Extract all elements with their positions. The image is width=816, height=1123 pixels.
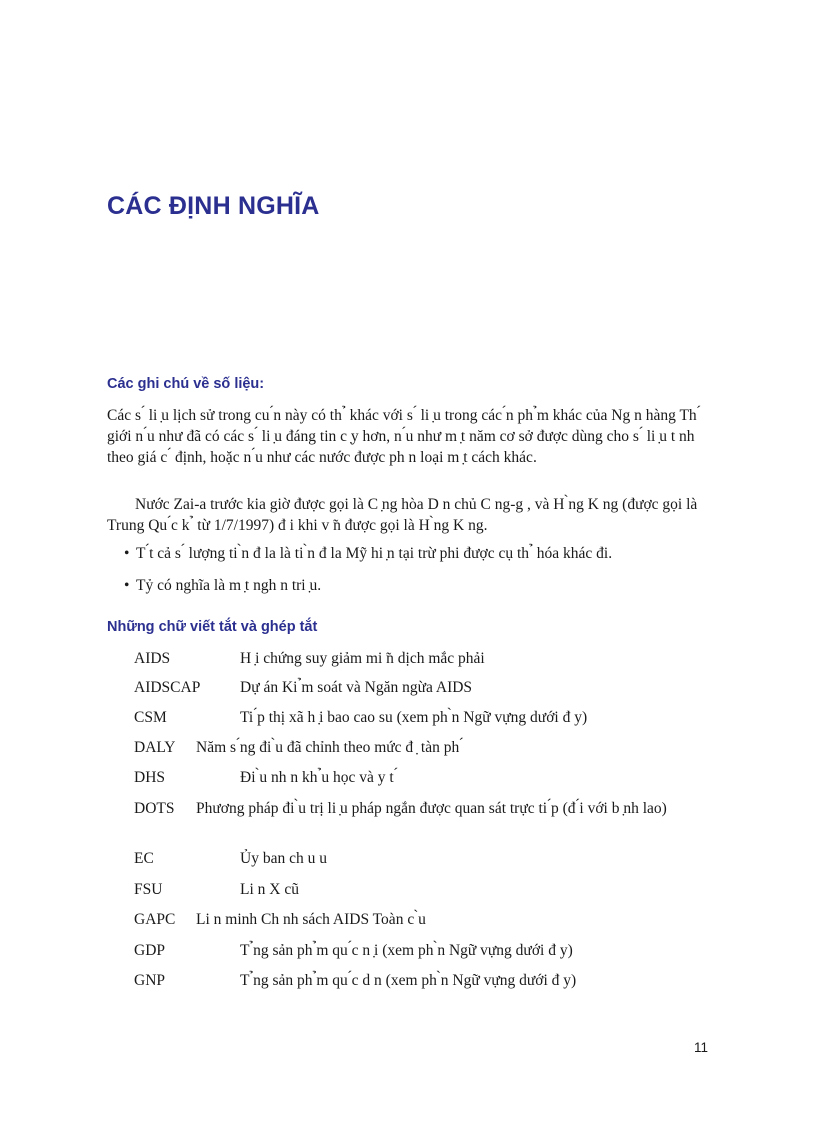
- paragraph-country-names: Nước Zai-a trước kia giờ được gọi là C ̣ng hòa D n chủ C ng-g , và H ̀ng K ng (được gọi là Trung Qu ́c k ̉ từ 1/7/1997) đ i khi v ̃n được gọi là H ̀ng K ng.: [107, 496, 698, 534]
- abbreviation-definition: H ̣i chứng suy giảm mi ̃n dịch mắc phải: [240, 650, 485, 667]
- abbreviation-definition: Li n minh Ch nh sách AIDS Toàn c ̀u: [196, 911, 426, 928]
- abbreviation-definition: Ủy ban ch u u: [240, 850, 327, 867]
- abbreviation-term: AIDSCAP: [134, 679, 201, 696]
- section-heading-data-notes: Các ghi chú về số liệu:: [107, 376, 265, 392]
- abbreviation-term: GAPC: [134, 911, 176, 928]
- bullet-icon: •: [124, 545, 130, 562]
- bullet-item: [124, 543, 724, 564]
- abbreviation-term: GNP: [134, 972, 166, 989]
- abbreviation-term: EC: [134, 850, 154, 867]
- bullet-text: Tỷ có nghĩa là m ̣t ngh n tri ̣u.: [136, 577, 322, 594]
- abbreviation-definition: Li n X cũ: [240, 881, 299, 898]
- bullet-item: [124, 575, 724, 596]
- abbreviation-term: FSU: [134, 881, 163, 898]
- abbreviation-term: DHS: [134, 769, 166, 786]
- abbreviation-definition: T ̉ng sản ph ̉m qu ́c d n (xem ph ̀n Ngữ vựng dưới đ y): [240, 972, 577, 989]
- page-title: CÁC ĐỊNH NGHĨA: [107, 192, 320, 220]
- abbreviation-definition: T ̉ng sản ph ̉m qu ́c n ̣i (xem ph ̀n Ngữ vựng dưới đ y): [240, 942, 573, 959]
- abbreviation-term: GDP: [134, 942, 166, 959]
- bullet-text: T ́t cả s ́ lượng ti ̀n đ la là ti ̀n đ la Mỹ hi ̣n tại trừ phi được cụ th ̉ hóa khác đi.: [136, 545, 613, 562]
- abbreviation-definition: Đi ̀u nh n kh ̉u học và y t ́: [240, 769, 398, 786]
- abbreviation-term: DOTS: [134, 800, 175, 817]
- page-number: 11: [694, 1040, 709, 1055]
- abbreviation-definition: Ti ́p thị xã h ̣i bao cao su (xem ph ̀n Ngữ vựng dưới đ y): [240, 709, 588, 726]
- bullet-icon: •: [124, 577, 130, 594]
- abbreviation-term: CSM: [134, 709, 167, 726]
- abbreviation-definition: Năm s ́ng đi ̀u đã chỉnh theo mức đ ̣ tàn ph ́: [196, 739, 464, 756]
- abbreviation-term: DALY: [134, 739, 176, 756]
- section-heading-abbreviations: Những chữ viết tắt và ghép tắt: [107, 619, 318, 635]
- abbreviation-definition: Phương pháp đi ̀u trị li ̣u pháp ngắn được quan sát trực ti ́p (đ ́i với b ̣nh lao): [196, 800, 667, 817]
- abbreviation-term: AIDS: [134, 650, 171, 667]
- abbreviation-definition: Dự án Ki ̉m soát và Ngăn ngừa AIDS: [240, 679, 473, 696]
- paragraph-historical-data: Các s ́ li ̣u lịch sử trong cu ́n này có th ̉ khác với s ́ li ̣u trong các ́n ph ̉m khác của Ng n hàng Th ́ giới n ́u như đã có các s ́ li ̣u đáng tin c ̣y hơn, n ́u như m ̣t năm cơ sở được dùng cho s ́ li ̣u t nh theo giá c ́ định, hoặc n ́u như các nước được ph n loại m ̣t cách khác.: [107, 407, 701, 466]
